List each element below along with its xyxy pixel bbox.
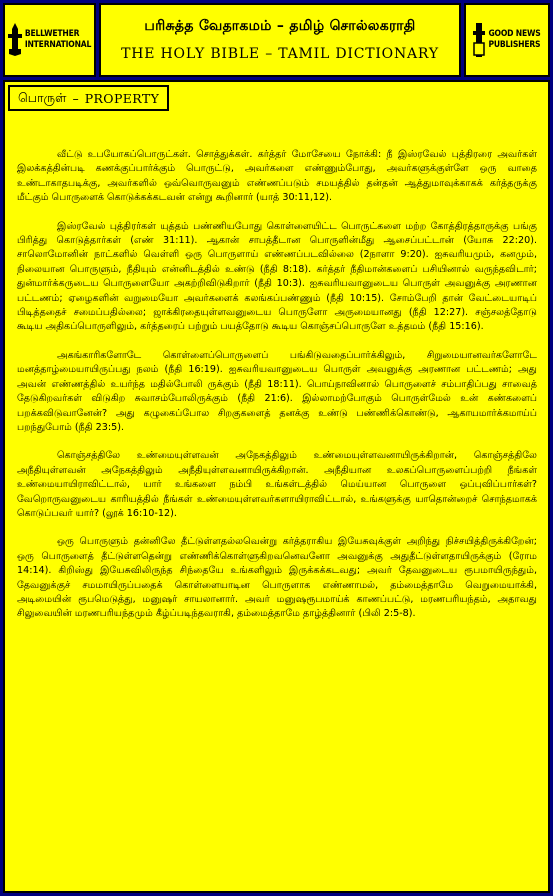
- bible-icon: [473, 23, 485, 57]
- entry-paragraph: ஒரு பொருளும் தன்னிலே தீட்டுள்ளதல்லவென்று கர்த்தராகிய இயேசுவுக்குள் அறிந்து நிச்சயித்திருக்கிறேன்; ஒரு பொருளைத் தீட்டுள்ளதென்று எண்ணிக்கொள்ளுகிறவனெவனோ அவனுக்கு அதுதீட்டுள்ளதாயிருக்கும் (ரோம 14:14). கிறிஸ்து இயேசுவிலிருந்த சிந்தையே உங்களிலும் இருக்கக்கடவது; அவர் தேவனுடைய ரூபமாயிருந்தும், தேவனுக்குச் சமமாயிருப்பதைக் கொள்ளையாடின பொருளாக எண்ணாமல், தம்மைத்தாமே வெறுமையாக்கி, அடிமையின் ரூபமெடுத்து, மனுஷர் சாயலானார். அவர் மனுஷரூபமாய்க் காணப்பட்டு, மரணபரியந்தம், அதாவது சிலுவையின் மரணபரியந்தமும் கீழ்ப்படிந்தவராகி, தம்மைத்தாமே தாழ்த்தினார் (பிலி 2:5-8).: [17, 536, 537, 620]
- entry-paragraph: இஸ்ரவேல் புத்திரர்கள் யுத்தம் பண்ணியபோது கொள்ளையிட்ட பொருட்களை மற்ற கோத்திரத்தாருக்கு பங்கு பிரித்து கொடுத்தார்கள் (எண் 31:11). ஆகான் சாபத்தீடான பொருளின்மீது ஆசைப்பட்டான் (யோசு 22:20). சாலொமோனின் நாட்களில் வெள்ளி ஒரு பொருளாய் எண்ணப்படவில்லை (2நாளா 9:20). ஐசுவரியமும், கனமும், நிலையான பொருளும், நீதியும் என்னிடத்தில் உண்டு (நீதி 8:18). கர்த்தர் நீதிமான்களைப் பசியினால் வருந்தவிடார்; துன்மார்க்கருடைய பொருளையோ அகற்றிவிடுகிறார் (நீதி 10:3). ஐசுவரியவானுடைய பொருள் அவனுக்கு அரணான பட்டணம்; ஏழைகளின் வறுமையோ அவர்களைக் கலங்கப்பண்ணும் (நீதி 10:15). சோம்பேறி தான் வேட்டையாடிப் பிடித்ததைச் சமைப்பதில்லை; ஜாக்கிரதையுள்ளவனுடைய பொருளோ அருமையானது (நீதி 12:27). சஞ்சலத்தோடு கூடிய அதிகப்பொருளிலும், கர்த்தரைப் பற்றும் பயத்தோடு கூடிய கொஞ்சப்பொருளே உத்தமம் (நீதி 15:16).: [17, 220, 537, 333]
- left-logo-text: BELLWETHER INTERNATIONAL: [24, 29, 92, 50]
- dictionary-entry: [3, 80, 550, 893]
- title-box: [99, 3, 461, 77]
- bible-icon: [8, 23, 22, 57]
- entry-heading-tamil: பொருள்: [18, 89, 67, 105]
- right-logo-text: GOOD NEWS PUBLISHERS: [488, 29, 541, 50]
- good-news-logo: [464, 3, 550, 77]
- entry-heading-separator: –: [72, 90, 79, 106]
- entry-paragraph: கொஞ்சத்திலே உண்மையுள்ளவன் அநேகத்திலும் உண்மையுள்ளவனாயிருக்கிறான், கொஞ்சத்திலே அநீதியுள்ளவன் அநேகத்திலும் அநீதியுள்ளவனாயிருக்கிறான். அநீதியான உலகப்பொருளைப்பற்றி நீங்கள் உண்மையாயிராவிட்டால், யார் உங்களை நம்பி உங்கள்டத்தில் மெய்யான பொருளை ஒப்புவிப்பார்கள்? வேறொருவனுடைய காரியத்தில் நீங்கள் உண்மையுள்ளவர்களாயிராவிட்டால், உங்களுக்கு யாதொன்றைச் சொந்தமாகக் கொடுப்பவர் யார்? (லூக் 16:10-12).: [17, 450, 537, 519]
- bellwether-logo: [3, 3, 96, 77]
- entry-paragraph: வீட்டு உபயோகப்பொருட்கள். சொத்துக்கள். கர்த்தர் மோசேயை நோக்கி: நீ இஸ்ரவேல் புத்திரரை அவர்கள் இலக்கத்தின்படி கணக்குப்பார்க்கும் பொருட்டு, அவர்களை எண்ணும்போது, அவர்களுக்குள்ளே ஒரு வாதை உண்டாகாதபடிக்கு, அவர்களில் ஒவ்வொருவனும் எண்ணப்படும் சமயத்தில் தன்தன் ஆத்துமாவுக்காகக் கர்த்தருக்கு மீட்கும் பொருளைக் கொடுக்கக்கடவன் என்று கூறினார் (யாத் 30:11,12).: [17, 149, 537, 204]
- entry-heading-english: PROPERTY: [84, 90, 160, 106]
- title-english: THE HOLY BIBLE – TAMIL DICTIONARY: [121, 46, 439, 62]
- title-tamil: பரிசுத்த வேதாகமம் – தமிழ் சொல்லகராதி: [144, 18, 416, 34]
- entry-heading: [8, 85, 169, 111]
- entry-body: [17, 148, 537, 636]
- entry-paragraph: அகங்காரிகளோடே கொள்ளைப்பொருளைப் பங்கிடுவதைப்பார்க்கிலும், சிறுமையானவர்களோடே மனத்தாழ்மையாயிருப்பது நலம் (நீதி 16:19). ஐசுவரியவானுடைய பொருள் அவனுக்கு அரணான பட்டணம்; அது அவன் எண்ணத்தில் உயர்ந்த மதில்போலி ருக்கும் (நீதி 18:11). பொய்நாவினால் பொருளைச் சம்பாதிப்பது சாவைத் தேடுகிறவர்கள் விடுகிற சுவாசம்போலிருக்கும் (நீதி 21:6). இல்லாமற்போகும் பொருள்மேல் உன் கண்களைப் பறக்கவிடுவானேன்? அது கழுகைப்போல சிறகுகளைத் தனக்கு உண்டு பண்ணிக்கொண்டு, ஆகாயமார்க்கமாய்ப் பறந்துபோம் (நீதி 23:5).: [17, 349, 537, 433]
